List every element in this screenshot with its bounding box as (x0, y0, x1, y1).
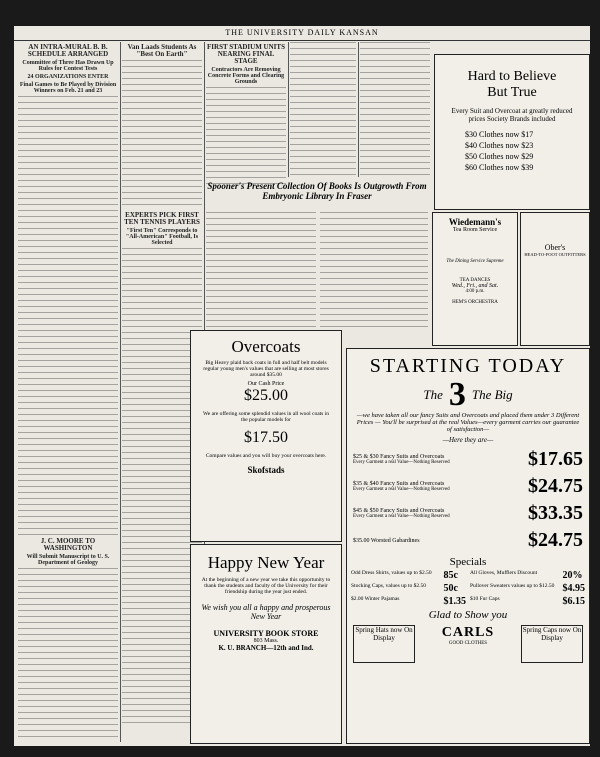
bookstore-address: 803 Mass. (253, 638, 279, 644)
spooner-text-1 (206, 212, 316, 332)
wiedemann-title: Wiedemann's (448, 217, 502, 227)
section-heading: 24 ORGANIZATIONS ENTER (27, 74, 109, 80)
overcoats-ourprice: Our Cash Price (247, 381, 285, 387)
bookstore-branch: K. U. BRANCH—12th and Ind. (218, 644, 314, 652)
starting-today-ad (346, 348, 590, 744)
hard-row: $30 Clothes now $17 (465, 130, 534, 139)
wiedemann-ad (432, 212, 518, 346)
subhead-final-games: Final Games to Be Played by Division Winners on Feb. 21 and 23 (19, 82, 117, 94)
hard-title-2: But True (487, 85, 537, 100)
specials-title: Specials (449, 556, 487, 568)
new-year-wish: We wish you all a happy and prosperous New Year (201, 603, 331, 621)
price-tier: $45 & $50 Fancy Suits and Overcoats Every Garment a real Value—Nothing Reserved $33.35 (353, 502, 583, 524)
headline-van-laads: Van Laads Students As "Best On Earth" (127, 43, 197, 58)
new-year-ad (190, 544, 342, 744)
subhead-intramural: Committee of Three Has Drawn Up Rules for Contest Tests (22, 60, 114, 72)
spooner-headline-box (206, 179, 428, 209)
bookstore-name: UNIVERSITY BOOK STORE (213, 629, 319, 638)
starting-here: —Here they are— (442, 436, 494, 444)
hard-row: $40 Clothes now $23 (465, 141, 534, 150)
overcoats-title: Overcoats (231, 337, 301, 356)
overcoats-price2: $17.50 (244, 429, 288, 446)
big-the: The (423, 387, 443, 402)
starting-body: —we have taken all our fancy Suits and Overcoats and placed them under 3 Different Prices — You'll be surprised at the real Values—every garment carries our guarantee of satisfaction— (356, 412, 580, 433)
subhead-stadium: Contractors Are Removing Concrete Forms and Clearing Grounds (207, 67, 285, 85)
obers-name: Ober's (544, 243, 566, 252)
headline-moore: J. C. MOORE TO WASHINGTON (40, 537, 96, 552)
overcoats-store: Skofstads (247, 465, 285, 475)
masthead: THE UNIVERSITY DAILY KANSAN (14, 28, 590, 41)
hard-body: Every Suit and Overcoat at greatly reduced prices Society Brands included (451, 107, 573, 123)
article-text (290, 42, 356, 177)
column-1 (18, 42, 118, 742)
hard-to-believe-ad-box (434, 54, 590, 210)
article-text (18, 568, 118, 742)
article-text (360, 42, 430, 177)
wiedemann-days: Wed., Fri., and Sat. (451, 283, 499, 289)
carls-logo: CARLS GOOD CLOTHES (441, 625, 495, 646)
specials-grid: Odd Dress Shirts, values up to $2.50 85c All Gloves, Mufflers Discount 20% Stocking Caps, values up to $2.50 50c Pullover Sweaters values up to $12.50 $4.95 $2.00 Winter Pajamas $1.35 $10 Fur Caps $6.15 (351, 570, 585, 607)
headline-intramural: AN INTRA-MURAL B. B. SCHEDULE ARRANGED (27, 43, 109, 58)
glad-to-show: Glad to Show you (428, 609, 508, 621)
overcoats-body3: Compare values and you will buy your overcoats here. (205, 453, 327, 459)
wiedemann-orchestra: HEM'S ORCHESTRA (452, 300, 498, 305)
wiedemann-dances: TEA DANCES (459, 278, 491, 283)
spooner-text-2 (320, 212, 428, 332)
article-text (206, 87, 286, 187)
hard-title-1: Hard to Believe (467, 69, 557, 84)
hard-row: $50 Clothes now $29 (465, 152, 534, 161)
starting-title: STARTING TODAY (369, 355, 567, 377)
spring-hats-box: Spring Hats now On Display (353, 625, 415, 663)
price-tier: $25 & $30 Fancy Suits and Overcoats Every Garment a real Value—Nothing Reserved $17.65 (353, 448, 583, 470)
footer-row (353, 625, 583, 663)
article-text (18, 96, 118, 536)
headline-stadium: FIRST STADIUM UNITS NEARING FINAL STAGE (207, 43, 285, 65)
article-text (122, 60, 202, 210)
new-year-body: At the beginning of a new year we take this opportunity to thank the students and faculty of the University for their friendship during the year just ended. (201, 577, 331, 595)
price-tier: $35 & $40 Fancy Suits and Overcoats Every Garment a real Value—Nothing Reserved $24.75 (353, 475, 583, 497)
spring-caps-box: Spring Caps now On Display (521, 625, 583, 663)
newspaper-page (14, 26, 590, 746)
headline-tennis: EXPERTS PICK FIRST TEN TENNIS PLAYERS (124, 211, 200, 226)
column-3 (206, 42, 286, 192)
big-the-big: The Big (471, 387, 513, 402)
subhead-tennis: "First Ten" Corresponds to "All-American" Football, Is Selected (125, 228, 199, 246)
big-three: 3 (448, 376, 466, 413)
new-year-title: Happy New Year (207, 553, 325, 572)
headline-spooner: Spooner's Present Collection Of Books Is Outgrowth From Embryonic Library In Fraser (207, 181, 427, 201)
price-tier: $35.00 Worsted Gabardines $24.75 (353, 529, 583, 551)
column-5 (360, 42, 430, 192)
overcoats-body1: Big Heavy plaid back coats in full and half belt models regular young men's values that are selling at most stores around $35.00 (203, 360, 329, 378)
wiedemann-hours: 4:00 p.m. (465, 289, 485, 294)
hard-rows (465, 129, 589, 173)
wiedemann-dining: The Dining Service Supreme (446, 259, 504, 264)
column-4 (290, 42, 356, 192)
overcoats-ad (190, 330, 342, 542)
obers-tagline: HEAD-TO-FOOT OUTFITTERS (524, 252, 586, 257)
subhead-moore: Will Submit Manuscript to U. S. Department of Geology (26, 554, 110, 566)
overcoats-body2: We are offering some splendid values in all wool coats in the popular models for (203, 411, 329, 423)
hard-row: $60 Clothes now $39 (465, 163, 534, 172)
overcoats-price1: $25.00 (244, 387, 288, 404)
wiedemann-subtitle: Tea Room Service (452, 227, 498, 233)
big-three-line (347, 378, 589, 412)
obers-ad (520, 212, 590, 346)
